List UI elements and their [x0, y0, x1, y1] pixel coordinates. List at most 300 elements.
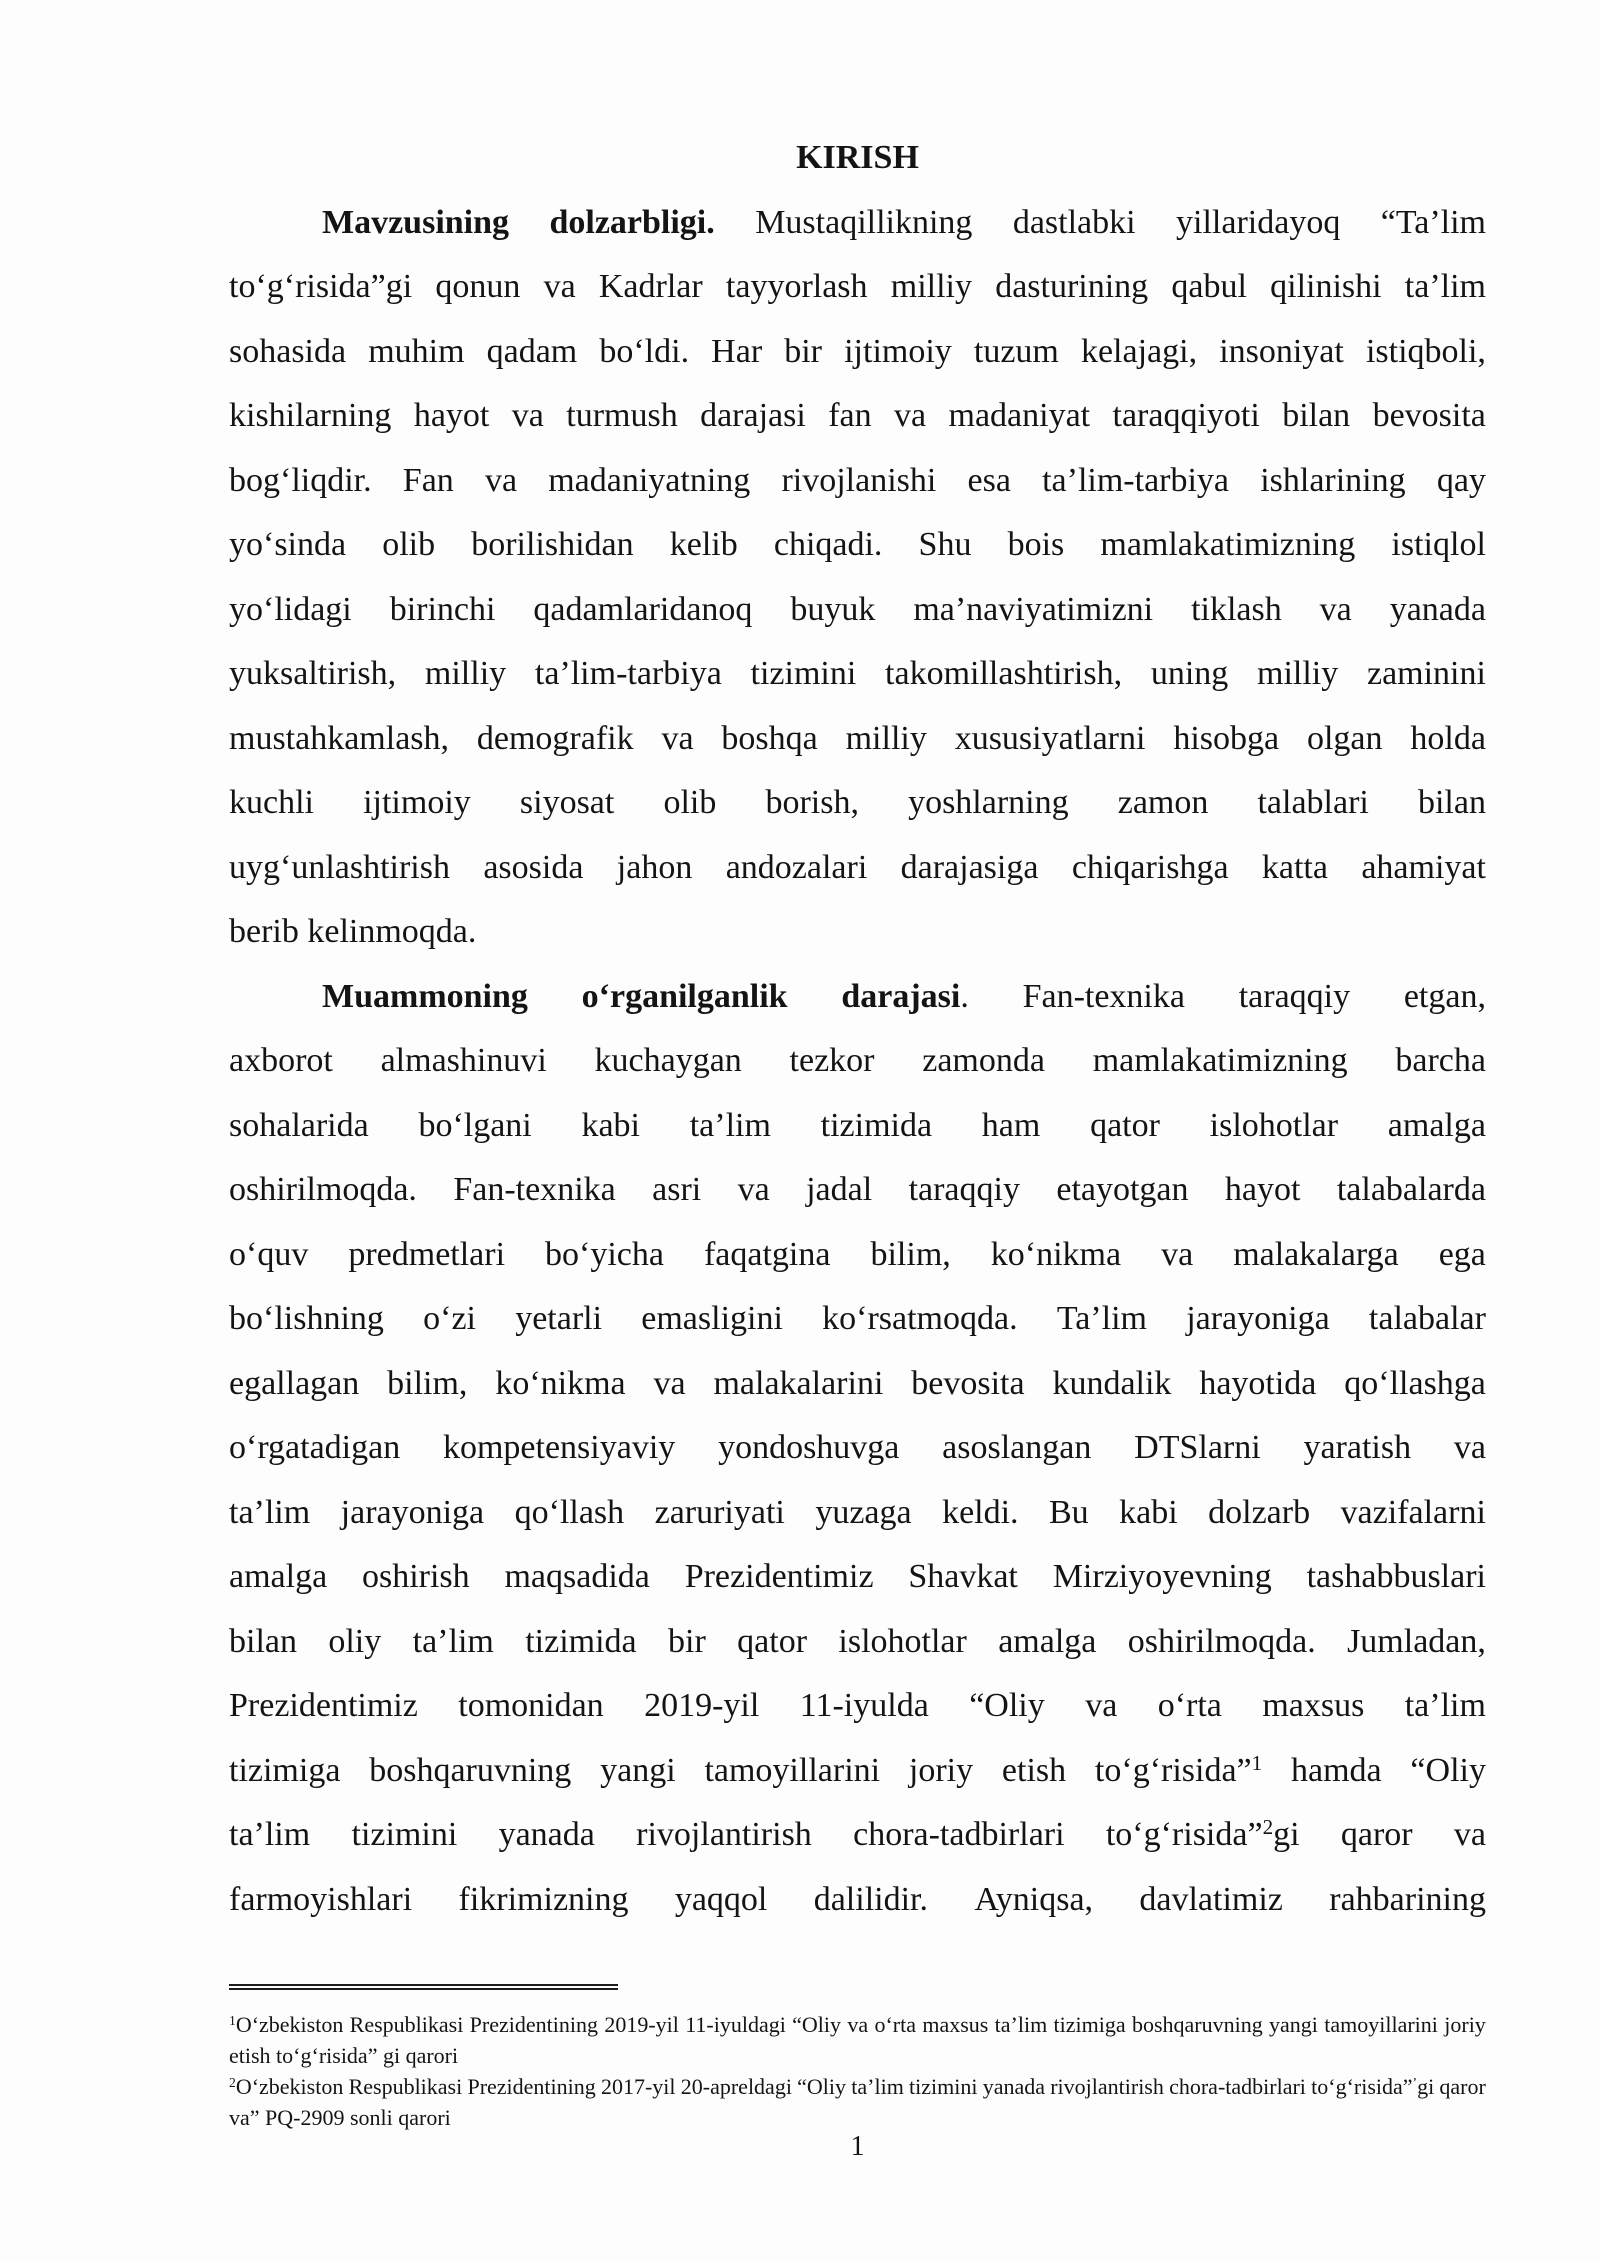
word-token — [784, 320, 822, 385]
text-run: bevosita — [911, 1364, 1025, 1402]
text-run: oshirilmoqda. — [229, 1171, 417, 1208]
text-run: borilishidan — [471, 526, 634, 563]
text-run: malakalarini — [713, 1364, 884, 1402]
text-run: milliy — [424, 655, 507, 692]
word-token — [800, 1674, 929, 1739]
text-run: etish — [1001, 1751, 1067, 1789]
text-run: qator — [1090, 1106, 1160, 1144]
word-token — [1361, 836, 1486, 901]
text-run: tizimiga — [1053, 2012, 1126, 2037]
word-token — [755, 191, 972, 256]
word-token — [704, 1739, 880, 1804]
word-token — [582, 965, 788, 1030]
word-token — [348, 1223, 505, 1288]
word-token — [403, 449, 454, 514]
text-run: istiqboli, — [1365, 332, 1486, 370]
word-token — [1239, 965, 1350, 1030]
text-run: ta’lim — [229, 1816, 311, 1853]
word-token — [790, 578, 875, 643]
text-run: Fan-texnika — [453, 1171, 616, 1208]
word-token — [1186, 1287, 1330, 1352]
text-run: darajasiga — [900, 848, 1039, 886]
word-token — [885, 642, 1122, 707]
text-run: Respublikasi — [348, 2074, 463, 2099]
word-token — [1095, 1739, 1262, 1804]
word-token — [341, 1481, 485, 1546]
word-token — [844, 320, 952, 385]
text-run: asosida — [483, 848, 584, 886]
text-line — [229, 1803, 1486, 1868]
word-token — [425, 642, 506, 707]
text-run: talabalar — [1368, 1300, 1486, 1337]
word-token — [718, 1416, 899, 1481]
word-token — [599, 255, 703, 320]
text-run: ishlarining — [1260, 461, 1406, 499]
word-token — [1260, 449, 1405, 514]
text-run: talablari — [1257, 784, 1369, 821]
word-token — [229, 1610, 297, 1675]
word-token — [751, 642, 857, 707]
text-run: va” PQ-2909 sonli qarori — [229, 2105, 451, 2130]
text-run: Ayniqsa, — [974, 1880, 1094, 1918]
text-run: tiklash — [1191, 590, 1282, 628]
word-token — [1329, 1868, 1486, 1933]
word-token — [955, 707, 1146, 772]
text-run: 2019-yil — [604, 2012, 679, 2037]
word-token — [418, 1094, 531, 1159]
text-run: bilan — [1282, 397, 1351, 434]
word-token — [870, 1223, 950, 1288]
word-token — [726, 836, 868, 901]
text-run: tomonidan — [458, 1687, 604, 1724]
text-run: yo‘lidagi — [229, 590, 352, 628]
text-run: gi — [1273, 1816, 1300, 1853]
text-run: almashinuvi — [380, 1042, 547, 1079]
word-token — [349, 2071, 463, 2102]
text-line — [229, 642, 1486, 707]
word-token — [1307, 707, 1383, 772]
word-token — [1373, 384, 1486, 449]
word-token — [515, 1481, 625, 1546]
text-run: dastlabki — [1012, 203, 1136, 241]
word-token — [229, 1352, 359, 1417]
text-run: yangi — [600, 1751, 676, 1789]
text-run: va — [1453, 1816, 1486, 1853]
word-token — [595, 1029, 742, 1094]
text-run: qator — [737, 1622, 808, 1660]
text-run: yuksaltirish, — [229, 655, 397, 692]
word-token — [991, 1223, 1121, 1288]
text-run: sohasida — [229, 332, 347, 370]
word-token — [641, 1287, 783, 1352]
text-run: boshqa — [721, 719, 818, 757]
text-line — [229, 1739, 1486, 1804]
word-token — [685, 1545, 874, 1610]
word-token — [1439, 1223, 1486, 1288]
text-run: ijtimoiy — [844, 332, 952, 370]
word-token — [229, 707, 449, 772]
text-run: kelajagi, — [1080, 332, 1198, 370]
word-token — [1324, 2009, 1438, 2040]
text-run: bo‘ldi. — [599, 332, 690, 370]
text-run: 20-apreldagi — [680, 2074, 792, 2099]
word-token — [922, 1029, 1045, 1094]
word-token — [535, 642, 722, 707]
text-run: malakalarga — [1233, 1235, 1399, 1273]
text-run: kuchaygan — [594, 1042, 742, 1079]
word-token — [414, 384, 490, 449]
word-token — [909, 1739, 973, 1804]
word-token — [229, 1674, 418, 1739]
word-token — [467, 2071, 595, 2102]
superscript-ref: 1 — [1251, 1750, 1263, 1775]
text-run: to‘g‘risida” — [1311, 2074, 1413, 2099]
word-token — [974, 1868, 1093, 1933]
page-number: 1 — [850, 2131, 865, 2162]
text-run: esa — [967, 461, 1011, 499]
text-line — [229, 1094, 1486, 1159]
text-run: o‘quv — [229, 1235, 309, 1273]
text-run: Har — [711, 332, 763, 370]
superscript-ref: ’ — [1412, 2075, 1418, 2091]
text-run: tizimini — [909, 2074, 978, 2099]
text-run: oshirish — [361, 1558, 470, 1595]
word-token — [797, 2071, 846, 2102]
word-token — [1054, 2009, 1126, 2040]
word-token — [690, 1094, 771, 1159]
word-token — [1262, 1674, 1364, 1739]
word-token — [995, 2009, 1048, 2040]
word-token — [229, 1416, 400, 1481]
word-token — [229, 1545, 327, 1610]
text-run: “Oliy — [969, 1687, 1045, 1724]
word-token — [1219, 320, 1344, 385]
word-token — [821, 1094, 932, 1159]
text-run: bilim, — [870, 1235, 951, 1273]
word-token — [549, 191, 714, 256]
word-token — [1405, 1674, 1486, 1739]
text-line — [229, 2040, 1486, 2071]
word-token — [974, 320, 1059, 385]
text-run: yillaridayoq — [1176, 203, 1341, 241]
text-run: olgan — [1306, 719, 1383, 757]
word-token — [470, 2009, 598, 2040]
word-token — [1173, 707, 1279, 772]
word-token — [1367, 642, 1486, 707]
text-run: ma’naviyatimizni — [913, 590, 1154, 628]
word-token — [495, 1352, 625, 1417]
text-run: to‘g‘risida” — [1094, 1751, 1252, 1789]
word-token — [382, 513, 435, 578]
word-token — [661, 707, 693, 772]
text-run: taraqqiy — [1238, 977, 1351, 1015]
text-run: etayotgan — [1056, 1171, 1189, 1208]
word-token — [949, 384, 1091, 449]
word-token — [1341, 1481, 1486, 1546]
word-token — [1303, 1416, 1411, 1481]
text-run: qadamlaridanoq — [533, 590, 753, 628]
text-run: qabul — [1171, 268, 1247, 305]
text-line — [229, 1416, 1486, 1481]
word-token — [566, 384, 677, 449]
word-token — [681, 2071, 792, 2102]
text-run: siyosat — [519, 784, 615, 821]
text-run: Kadrlar — [598, 268, 703, 305]
text-run: kabi — [1119, 1493, 1178, 1531]
word-token — [814, 1868, 928, 1933]
text-run: Prezidentining — [469, 2012, 598, 2037]
word-token — [908, 1545, 1018, 1610]
text-run: qo‘llash — [514, 1493, 625, 1531]
text-run: emasligini — [641, 1300, 783, 1337]
word-token — [1395, 1029, 1486, 1094]
word-token — [229, 255, 412, 320]
text-run: boshqaruvning — [1131, 2012, 1263, 2037]
text-run: birinchi — [389, 590, 496, 628]
text-run: ta’lim — [1404, 1687, 1486, 1724]
text-run: bois — [1007, 526, 1065, 563]
text-run: Jumladan, — [1347, 1622, 1486, 1660]
text-run: keldi. — [942, 1493, 1019, 1531]
word-token — [1128, 1610, 1316, 1675]
text-run: bilan — [1417, 784, 1486, 821]
word-token — [913, 578, 1153, 643]
footnotes — [229, 2009, 1486, 2133]
word-token — [922, 2009, 988, 2040]
word-token — [1444, 2009, 1486, 2040]
text-run: qadam — [486, 332, 578, 370]
text-run: dalilidir. — [813, 1880, 928, 1918]
word-token — [229, 578, 352, 643]
word-token — [350, 2009, 464, 2040]
word-token — [1391, 513, 1485, 578]
word-token — [229, 2009, 343, 2040]
word-token — [229, 513, 346, 578]
text-run: “Oliy — [797, 2074, 847, 2099]
word-token — [471, 513, 633, 578]
word-token — [1347, 1610, 1486, 1675]
word-token — [1008, 513, 1065, 578]
text-run: ijtimoiy — [363, 784, 471, 821]
word-token — [387, 1352, 467, 1417]
word-token — [1106, 1803, 1300, 1868]
word-token — [1307, 1545, 1486, 1610]
text-run: ahamiyat — [1361, 848, 1486, 886]
text-run: islohotlar — [838, 1622, 967, 1660]
text-run: va — [511, 397, 544, 434]
text-run: yanada — [498, 1816, 595, 1853]
text-run: chiqarishga — [1071, 848, 1229, 886]
text-run: hisobga — [1173, 719, 1280, 757]
word-token — [423, 1287, 476, 1352]
word-token — [1454, 1416, 1486, 1481]
word-token — [229, 771, 314, 836]
text-run: ta’lim — [412, 1622, 494, 1660]
word-token — [548, 449, 750, 514]
text-run: ta’lim — [229, 1493, 311, 1531]
text-run: maqsadida — [504, 1558, 650, 1595]
word-token — [435, 255, 520, 320]
word-token — [544, 255, 576, 320]
word-token — [1100, 513, 1355, 578]
word-token — [1050, 2071, 1164, 2102]
text-run: to‘g‘risida”gi — [229, 268, 413, 305]
text-run: 2017-yil — [600, 2074, 676, 2099]
text-run: amalga — [1387, 1106, 1486, 1144]
text-line — [229, 900, 1486, 965]
text-run: to‘g‘risida” — [1105, 1816, 1263, 1853]
word-token — [942, 1481, 1018, 1546]
text-run: bog‘liqdir. — [229, 461, 372, 499]
word-token — [368, 320, 464, 385]
word-token — [668, 1610, 706, 1675]
text-run: Respublikasi — [349, 2012, 464, 2037]
text-run: ta’lim-tarbiya — [534, 655, 722, 692]
word-token — [381, 1029, 547, 1094]
text-run: kabi — [581, 1106, 641, 1144]
text-run: va — [661, 719, 694, 757]
text-run: ko‘rsatmoqda. — [822, 1300, 1018, 1337]
word-token — [1134, 1416, 1261, 1481]
text-run: kuchli — [229, 784, 314, 821]
text-run: O‘zbekiston — [235, 2074, 344, 2099]
word-token — [815, 1481, 911, 1546]
word-token — [1158, 1674, 1222, 1739]
word-token — [1390, 578, 1486, 643]
text-run: tuzum — [973, 332, 1059, 370]
text-run: bir — [784, 332, 823, 370]
word-token — [636, 1803, 812, 1868]
text-run: milliy — [845, 719, 927, 757]
text-run: va — [1085, 1687, 1118, 1724]
word-token — [1210, 1094, 1338, 1159]
word-token — [891, 255, 972, 320]
text-run: dolzarbligi. — [549, 203, 715, 241]
word-token — [806, 1158, 872, 1223]
word-token — [1057, 1287, 1147, 1352]
text-run: yanada — [1389, 590, 1486, 628]
word-token — [515, 1287, 602, 1352]
text-run: qay — [1436, 461, 1486, 499]
word-token — [1199, 1352, 1316, 1417]
text-run: qaror — [1340, 1816, 1413, 1853]
word-token — [851, 2071, 904, 2102]
text-run: kompetensiyaviy — [442, 1429, 676, 1466]
text-run: jarayoniga — [1186, 1300, 1330, 1337]
word-token — [1042, 449, 1229, 514]
word-token — [1257, 771, 1368, 836]
text-run: Mirziyoyevning — [1052, 1558, 1272, 1595]
text-run: milliy — [890, 268, 972, 305]
body-text — [229, 126, 1486, 1932]
word-token — [1013, 191, 1136, 256]
word-token — [738, 1158, 770, 1223]
text-line — [229, 449, 1486, 514]
text-run: va — [894, 397, 927, 434]
text-run: rivojlantirish — [1050, 2074, 1164, 2099]
word-token — [874, 2009, 916, 2040]
text-run: demografik — [476, 719, 634, 757]
text-run: uyg‘unlashtirish — [229, 848, 450, 886]
text-run: ta’lim — [1404, 268, 1486, 305]
word-token — [1113, 384, 1260, 449]
word-token — [1132, 2009, 1263, 2040]
text-run: milliy — [1257, 655, 1339, 692]
text-run: O‘zbekiston — [235, 2012, 344, 2037]
text-run: dolzarb — [1208, 1493, 1311, 1531]
text-run: DTSlarni — [1134, 1429, 1261, 1466]
text-run: yetarli — [515, 1300, 603, 1337]
text-run: va — [543, 268, 576, 305]
word-token — [1344, 1352, 1486, 1417]
word-token — [458, 1674, 603, 1739]
word-token — [969, 1674, 1045, 1739]
text-run: oshirilmoqda. — [1127, 1622, 1316, 1660]
text-run: bilim, — [387, 1364, 468, 1402]
text-run: va — [847, 2012, 869, 2037]
word-token — [1282, 384, 1350, 449]
text-run: davlatimiz — [1139, 1880, 1283, 1918]
text-line — [229, 384, 1486, 449]
text-run: tezkor — [789, 1042, 875, 1079]
word-token — [995, 255, 1148, 320]
text-run: xususiyatlarni — [954, 719, 1146, 757]
text-run: yoshlarning — [908, 784, 1069, 821]
text-line — [229, 578, 1486, 643]
text-line — [229, 2071, 1486, 2102]
text-run: va — [653, 1364, 686, 1402]
text-run: yangi — [1269, 2012, 1318, 2037]
text-line — [229, 1868, 1486, 1933]
text-run: mamlakatimizning — [1092, 1042, 1348, 1079]
word-token — [1081, 320, 1197, 385]
superscript-ref: 2 — [1262, 1815, 1274, 1840]
word-token — [1418, 771, 1486, 836]
text-run: va — [484, 461, 518, 499]
text-run: Shavkat — [908, 1558, 1018, 1595]
text-run: jahon — [616, 848, 693, 886]
text-run: tashabbuslari — [1306, 1558, 1486, 1595]
word-token — [1337, 1158, 1486, 1223]
superscript-ref: 1 — [229, 2013, 236, 2029]
text-run: tizimida — [525, 1622, 637, 1660]
word-token — [1002, 1739, 1066, 1804]
word-token — [704, 1223, 831, 1288]
word-token — [1291, 1739, 1382, 1804]
text-run: ta’lim — [689, 1106, 771, 1144]
word-token — [713, 1352, 883, 1417]
word-token — [790, 1029, 875, 1094]
text-run: talabalarda — [1336, 1171, 1486, 1208]
word-token — [1208, 1481, 1310, 1546]
text-run: madaniyat — [948, 397, 1091, 434]
word-token — [968, 449, 1011, 514]
superscript-ref: 2 — [229, 2075, 236, 2091]
text-run: dasturining — [995, 268, 1149, 305]
text-run: o‘zi — [423, 1300, 476, 1337]
text-run: kelib — [669, 526, 738, 563]
text-line — [229, 771, 1486, 836]
footnote-separator — [229, 1984, 618, 1990]
word-token — [1270, 255, 1381, 320]
text-run: darajasi — [841, 977, 961, 1015]
text-run: taraqqiy — [908, 1171, 1020, 1208]
word-token — [1454, 1803, 1486, 1868]
word-token — [229, 384, 391, 449]
word-token — [1225, 1158, 1301, 1223]
text-run: tizimiga — [229, 1751, 341, 1789]
word-token — [443, 1416, 675, 1481]
